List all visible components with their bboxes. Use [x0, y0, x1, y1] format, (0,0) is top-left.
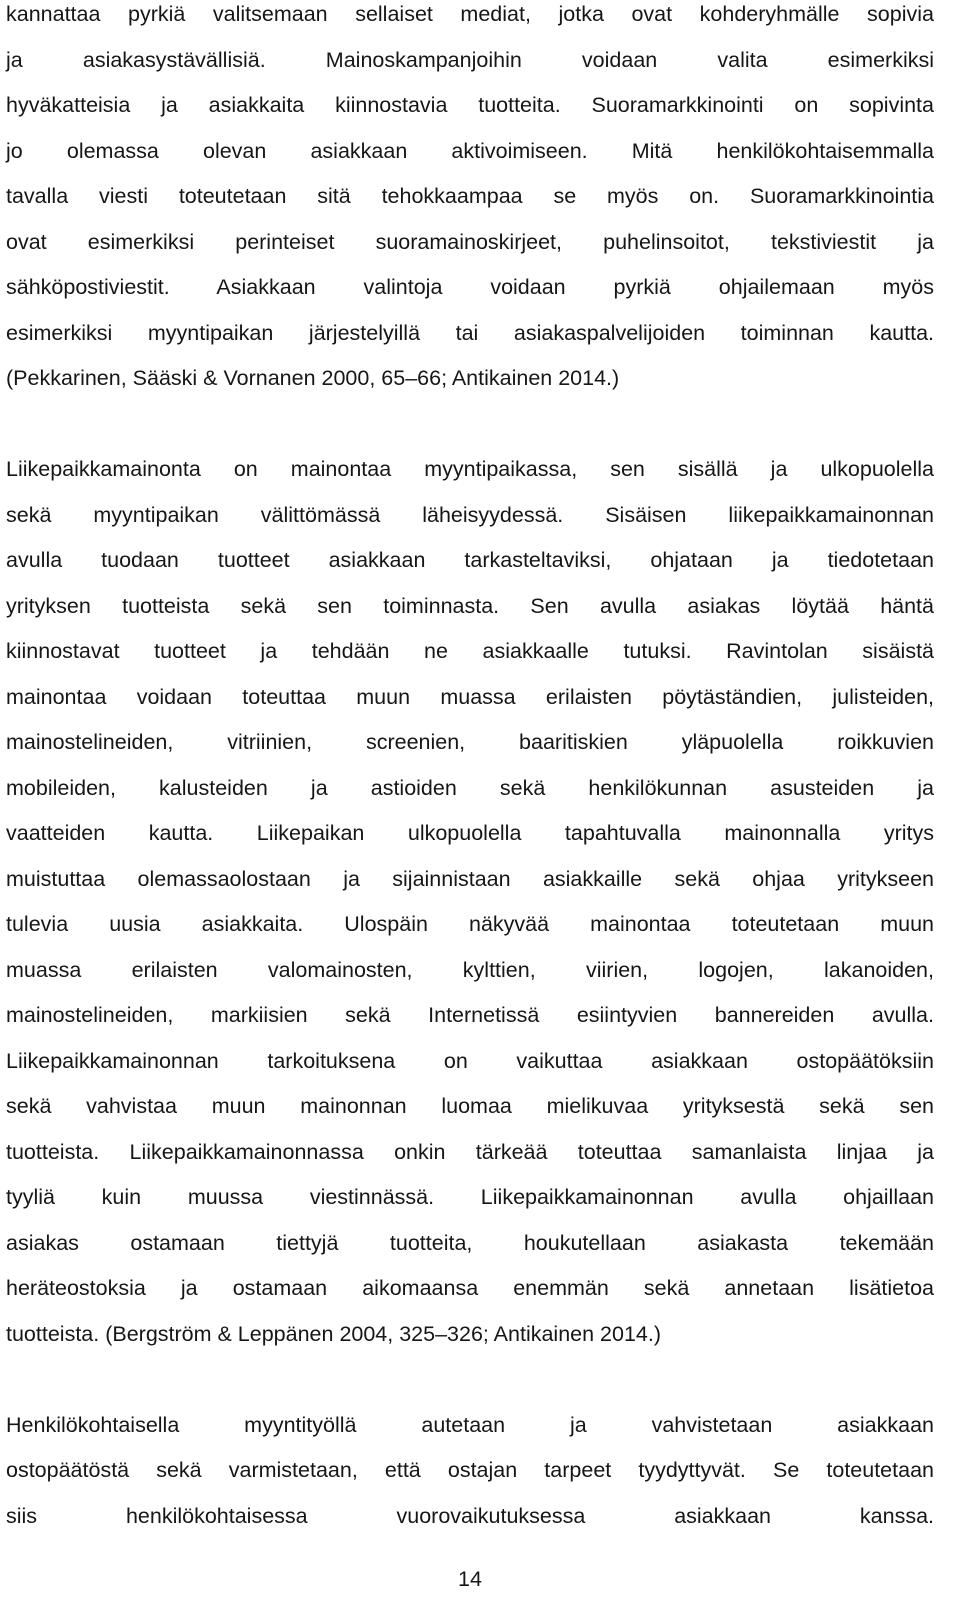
- text-line: mobileiden, kalusteiden ja astioiden sekä henkilökunnan asusteiden ja: [6, 775, 934, 800]
- text-line: ostopäätöstä sekä varmistetaan, että ostajan tarpeet tyydyttyvät. Se toteutetaan: [6, 1458, 934, 1482]
- text-line: siis henkilökohtaisessa vuorovaikutuksessa asiakkaan kanssa.: [6, 1503, 934, 1528]
- text-line: hyväkatteisia ja asiakkaita kiinnostavia tuotteita. Suoramarkkinointi on sopivinta: [6, 93, 934, 117]
- text-line: sähköpostiviestit. Asiakkaan valintoja voidaan pyrkiä ohjailemaan myös: [6, 275, 934, 299]
- text-line: Liikepaikkamainonnan tarkoituksena on vaikuttaa asiakkaan ostopäätöksiin: [6, 1048, 934, 1073]
- text-line: kannattaa pyrkiä valitsemaan sellaiset mediat, jotka ovat kohderyhmälle sopivia: [6, 2, 934, 26]
- text-line: tavalla viesti toteutetaan sitä tehokkaampaa se myös on. Suoramarkkinointia: [6, 184, 934, 208]
- text-line: jo olemassa olevan asiakkaan aktivoimiseen. Mitä henkilökohtaisemmalla: [6, 138, 934, 163]
- text-line: tyyliä kuin muussa viestinnässä. Liikepaikkamainonnan avulla ohjaillaan: [6, 1185, 934, 1209]
- text-line: heräteostoksia ja ostamaan aikomaansa enemmän sekä annetaan lisätietoa: [6, 1276, 934, 1300]
- text-line: mainostelineiden, markiisien sekä Internetissä esiintyvien bannereiden avulla.: [6, 1003, 934, 1027]
- text-line: tulevia uusia asiakkaita. Ulospäin näkyvää mainontaa toteutetaan muun: [6, 912, 934, 936]
- text-line: yrityksen tuotteista sekä sen toiminnasta. Sen avulla asiakas löytää häntä: [6, 593, 934, 618]
- text-line: sekä vahvistaa muun mainonnan luomaa mielikuvaa yrityksestä sekä sen: [6, 1094, 934, 1118]
- paragraph-personal-selling: [6, 1403, 934, 1540]
- text-line: ja asiakasystävällisiä. Mainoskampanjoihin voidaan valita esimerkiksi: [6, 47, 934, 72]
- text-line: mainontaa voidaan toteuttaa muun muassa erilaisten pöytäständien, julisteiden,: [6, 684, 934, 709]
- text-line: sekä myyntipaikan välittömässä läheisyydessä. Sisäisen liikepaikkamainonnan: [6, 502, 934, 527]
- text-line: vaatteiden kautta. Liikepaikan ulkopuolella tapahtuvalla mainonnalla yritys: [6, 821, 934, 845]
- paragraph-point-of-sale-advertising: [6, 447, 934, 1357]
- text-line: kiinnostavat tuotteet ja tehdään ne asiakkaalle tutuksi. Ravintolan sisäistä: [6, 639, 934, 663]
- text-line: asiakas ostamaan tiettyjä tuotteita, houkutellaan asiakasta tekemään: [6, 1230, 934, 1255]
- text-line: esimerkiksi myyntipaikan järjestelyillä tai asiakaspalvelijoiden toiminnan kautta.: [6, 320, 934, 345]
- text-line: tuotteista. Liikepaikkamainonnassa onkin tärkeää toteuttaa samanlaista linjaa ja: [6, 1139, 934, 1164]
- text-line: tuotteista. (Bergström & Leppänen 2004, 325–326; Antikainen 2014.): [6, 1321, 662, 1346]
- page-number: 14: [458, 1567, 482, 1591]
- text-line: mainostelineiden, vitriinien, screenien, baaritiskien yläpuolella roikkuvien: [6, 730, 934, 754]
- text-line: Liikepaikkamainonta on mainontaa myyntipaikassa, sen sisällä ja ulkopuolella: [6, 457, 934, 481]
- text-line: (Pekkarinen, Sääski & Vornanen 2000, 65–66; Antikainen 2014.): [6, 366, 620, 390]
- text-line: avulla tuodaan tuotteet asiakkaan tarkasteltaviksi, ohjataan ja tiedotetaan: [6, 548, 934, 572]
- paragraph-media-selection: [6, 0, 934, 402]
- text-line: muistuttaa olemassaolostaan ja sijainnistaan asiakkaille sekä ohjaa yritykseen: [6, 866, 934, 891]
- text-line: ovat esimerkiksi perinteiset suoramainoskirjeet, puhelinsoitot, tekstiviestit ja: [6, 229, 934, 254]
- text-line: muassa erilaisten valomainosten, kylttien, viirien, logojen, lakanoiden,: [6, 957, 934, 982]
- paragraph-gap: [6, 402, 934, 448]
- paragraph-gap: [6, 1357, 934, 1403]
- text-line: Henkilökohtaisella myyntityöllä autetaan ja vahvistetaan asiakkaan: [6, 1412, 934, 1437]
- document-page: [6, 0, 934, 1539]
